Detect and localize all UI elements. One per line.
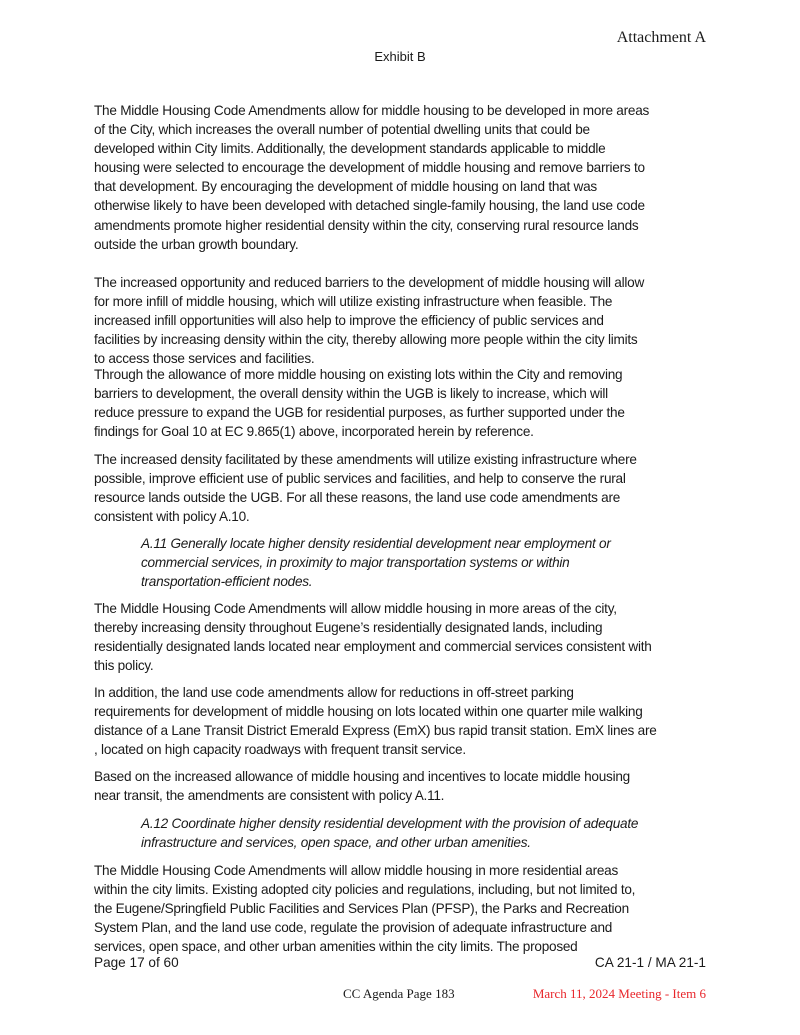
text-line: barriers to development, the overall density within the UGB is likely to increase, which will (94, 386, 608, 402)
text-line: facilities by increasing density within the city, thereby allowing more people within the city limits (94, 332, 638, 348)
paragraph (94, 365, 625, 441)
text-line: near transit, the amendments are consistent with policy A.11. (94, 788, 445, 804)
text-line: developed within City limits. Additionally, the development standards applicable to middle (94, 141, 606, 157)
text-line: amendments promote higher residential density within the city, conserving rural resource lands (94, 217, 639, 233)
text-line: reduce pressure to expand the UGB for residential purposes, as further supported under the (94, 405, 625, 421)
text-line: thereby increasing density throughout Eugene’s residentially designated lands, including (94, 620, 603, 636)
text-line: The increased opportunity and reduced barriers to the development of middle housing will allow (94, 275, 645, 290)
paragraph (94, 101, 649, 254)
policy-quote (141, 534, 611, 591)
text-line: the Eugene/Springfield Public Facilities and Services Plan (PFSP), the Parks and Recreation (94, 901, 629, 917)
text-line: consistent with policy A.10. (94, 509, 250, 525)
text-line: that development. By encouraging the development of middle housing on land that was (94, 179, 597, 195)
text-line: findings for Goal 10 at EC 9.865(1) above, incorporated herein by reference. (94, 424, 534, 440)
text-line: of the City, which increases the overall number of potential dwelling units that could be (94, 122, 590, 138)
text-line: this policy. (94, 658, 154, 674)
attachment-label: Attachment A (616, 29, 706, 46)
text-line: commercial services, in proximity to major transportation systems or within (141, 555, 570, 571)
text-line: , located on high capacity roadways with frequent transit service. (94, 742, 466, 758)
paragraph (94, 273, 644, 368)
text-line: for more infill of middle housing, which will utilize existing infrastructure when feasible. The (94, 294, 613, 310)
text-line: residentially designated lands located near employment and commercial services consistent with (94, 639, 652, 655)
paragraph (94, 683, 657, 759)
text-line: The Middle Housing Code Amendments will allow middle housing in more residential areas (94, 863, 619, 878)
text-line: transportation-efficient nodes. (141, 574, 313, 590)
text-line: infrastructure and services, open space, and other urban amenities. (141, 835, 531, 851)
text-line: requirements for development of middle housing on lots located within one quarter mile walking (94, 704, 643, 720)
text-line: Based on the increased allowance of middle housing and incentives to locate middle housing (94, 769, 630, 784)
text-line: The Middle Housing Code Amendments will allow middle housing in more areas of the city, (94, 601, 617, 616)
paragraph (94, 599, 652, 675)
text-line: within the city limits. Existing adopted city policies and regulations, including, but not limited to, (94, 882, 636, 898)
text-line: increased infill opportunities will also help to improve the efficiency of public services and (94, 313, 604, 329)
text-line: otherwise likely to have been developed with detached single-family housing, the land use code (94, 198, 645, 214)
text-line: possible, improve efficient use of public services and facilities, and help to conserve the rural (94, 471, 626, 487)
text-line: outside the urban growth boundary. (94, 236, 299, 252)
text-line: to access those services and facilities. (94, 351, 315, 367)
paragraph (94, 767, 630, 805)
paragraph (94, 450, 637, 526)
text-line: services, open space, and other urban amenities within the city limits. The proposed (94, 939, 578, 955)
text-line: The increased density facilitated by these amendments will utilize existing infrastructure where (94, 452, 637, 467)
document-id: CA 21-1 / MA 21-1 (594, 955, 706, 970)
text-line: In addition, the land use code amendments allow for reductions in off-street parking (94, 685, 574, 700)
text-line: Through the allowance of more middle housing on existing lots within the City and removing (94, 367, 623, 382)
page-number: Page 17 of 60 (94, 955, 179, 970)
text-line: A.11 Generally locate higher density residential development near employment or (141, 536, 611, 551)
meeting-label: March 11, 2024 Meeting - Item 6 (532, 986, 706, 1001)
text-line: resource lands outside the UGB. For all these reasons, the land use code amendments are (94, 490, 621, 506)
agenda-page: CC Agenda Page 183 (343, 986, 455, 1001)
paragraph (94, 861, 635, 956)
text-line: A.12 Coordinate higher density residential development with the provision of adequate (141, 816, 639, 831)
exhibit-label: Exhibit B (374, 49, 426, 64)
text-line: housing were selected to encourage the development of middle housing and remove barriers to (94, 160, 645, 176)
text-line: The Middle Housing Code Amendments allow for middle housing to be developed in more areas (94, 103, 650, 118)
policy-quote (141, 814, 638, 852)
text-line: distance of a Lane Transit District Emerald Express (EmX) bus rapid transit station. EmX lines are (94, 723, 657, 739)
text-line: System Plan, and the land use code, regulate the provision of adequate infrastructure and (94, 920, 613, 936)
